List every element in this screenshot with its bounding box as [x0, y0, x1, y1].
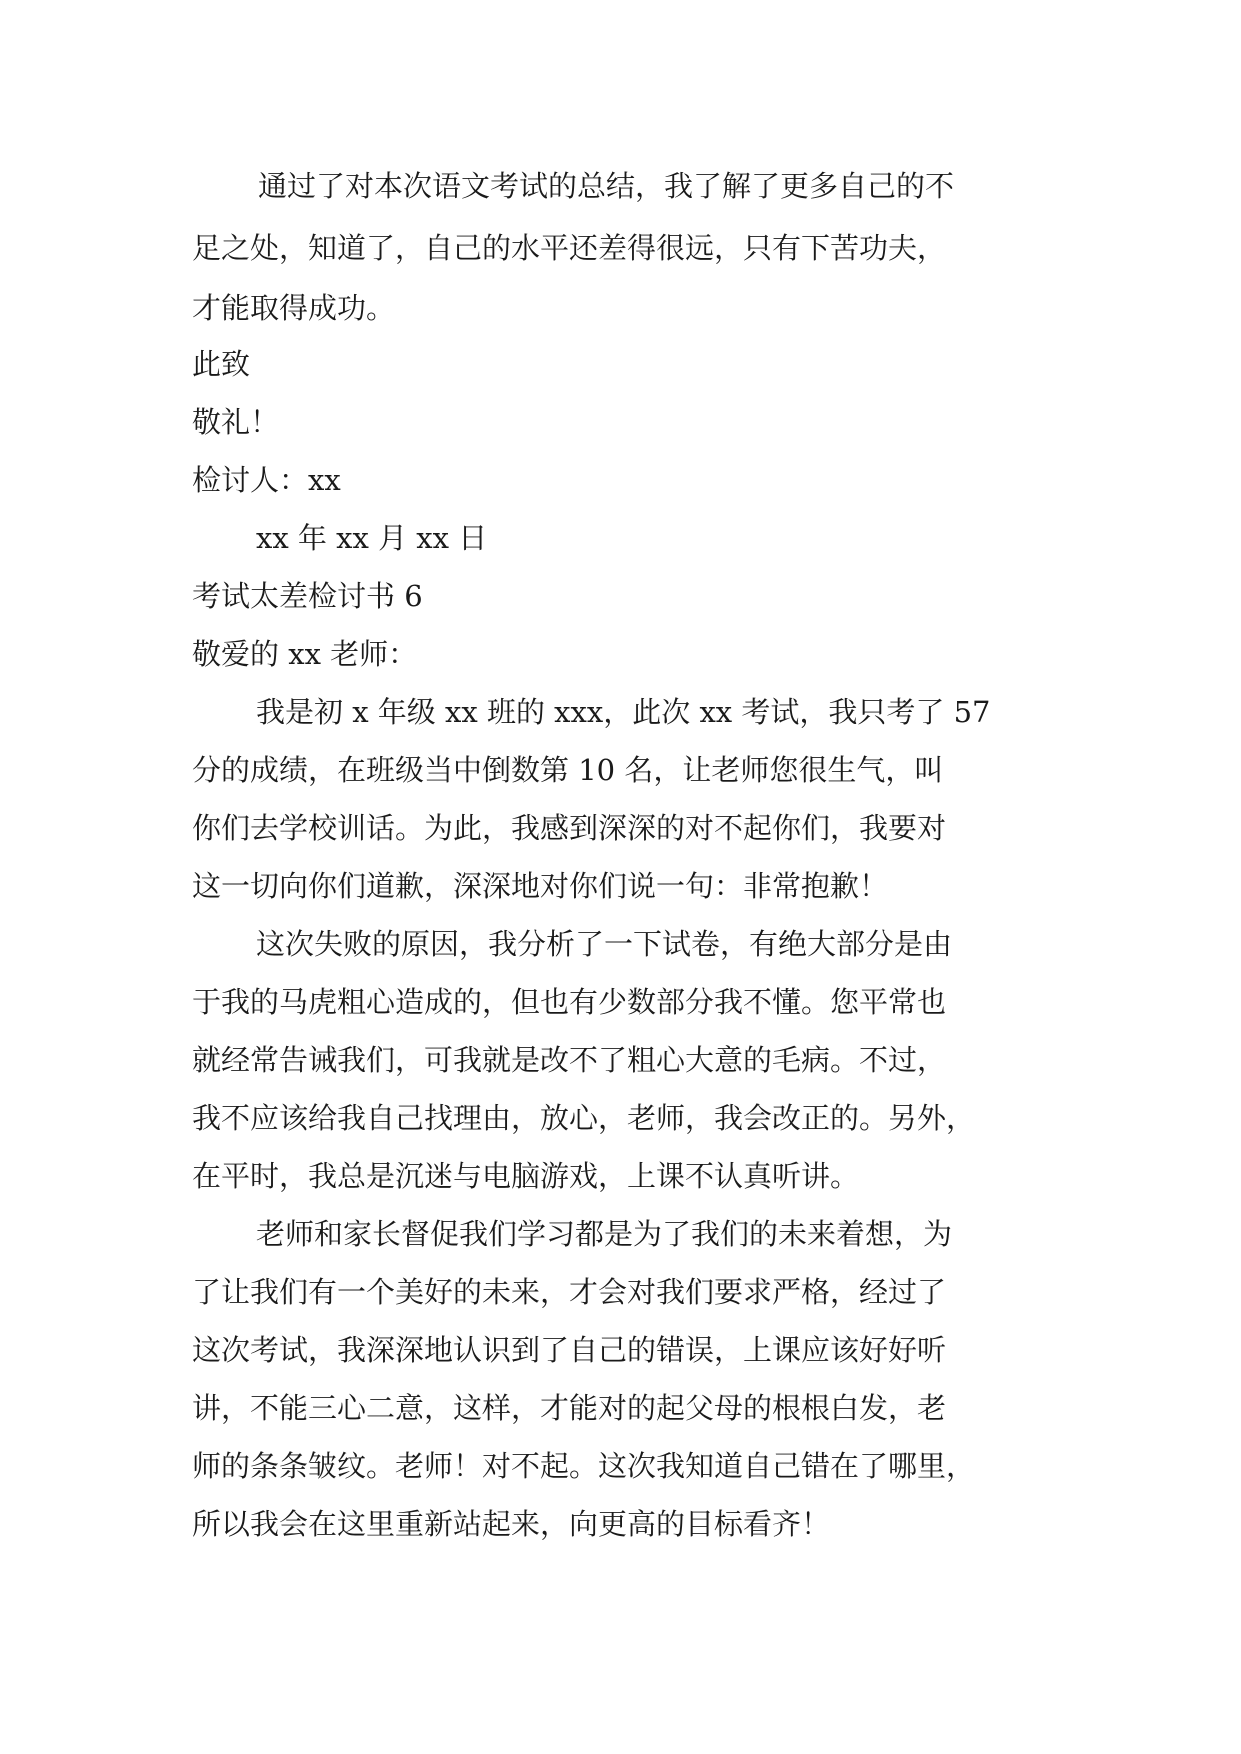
signature-line: 检讨人：xx [192, 463, 341, 497]
text-line: 足之处，知道了，自己的水平还差得很远，只有下苦功夫， [192, 231, 947, 265]
text-line: 我不应该给我自己找理由，放心，老师，我会改正的。另外， [192, 1101, 976, 1135]
greeting-line: 敬爱的 xx 老师： [192, 637, 418, 671]
text-line: 分的成绩，在班级当中倒数第 10 名，让老师您很生气，叫 [192, 753, 944, 787]
text-line: 在平时，我总是沉迷与电脑游戏，上课不认真听讲。 [192, 1159, 860, 1193]
text-line: 才能取得成功。 [192, 291, 396, 325]
text-line: 所以我会在这里重新站起来，向更高的目标看齐！ [192, 1507, 831, 1541]
text-line: 老师和家长督促我们学习都是为了我们的未来着想，为 [256, 1217, 953, 1251]
section-title: 考试太差检讨书 6 [192, 579, 423, 613]
text-line: 通过了对本次语文考试的总结，我了解了更多自己的不 [258, 169, 955, 203]
text-line: 师的条条皱纹。老师！对不起。这次我知道自己错在了哪里， [192, 1449, 976, 1483]
text-line: 这次失败的原因，我分析了一下试卷，有绝大部分是由 [256, 927, 953, 961]
closing-regards: 敬礼！ [192, 405, 280, 439]
text-line: 这一切向你们道歉，深深地对你们说一句：非常抱歉！ [192, 869, 889, 903]
text-line: 我是初 x 年级 xx 班的 xxx，此次 xx 考试，我只考了 57 [256, 695, 991, 729]
closing-salutation: 此致 [192, 347, 251, 381]
text-line: 于我的马虎粗心造成的，但也有少数部分我不懂。您平常也 [192, 985, 947, 1019]
date-line: xx 年 xx 月 xx 日 [256, 521, 488, 555]
text-line: 你们去学校训话。为此，我感到深深的对不起你们，我要对 [192, 811, 947, 845]
text-line: 就经常告诫我们，可我就是改不了粗心大意的毛病。不过， [192, 1043, 947, 1077]
text-line: 了让我们有一个美好的未来，才会对我们要求严格，经过了 [192, 1275, 947, 1309]
text-line: 这次考试，我深深地认识到了自己的错误，上课应该好好听 [192, 1333, 947, 1367]
text-line: 讲，不能三心二意，这样，才能对的起父母的根根白发，老 [192, 1391, 947, 1425]
